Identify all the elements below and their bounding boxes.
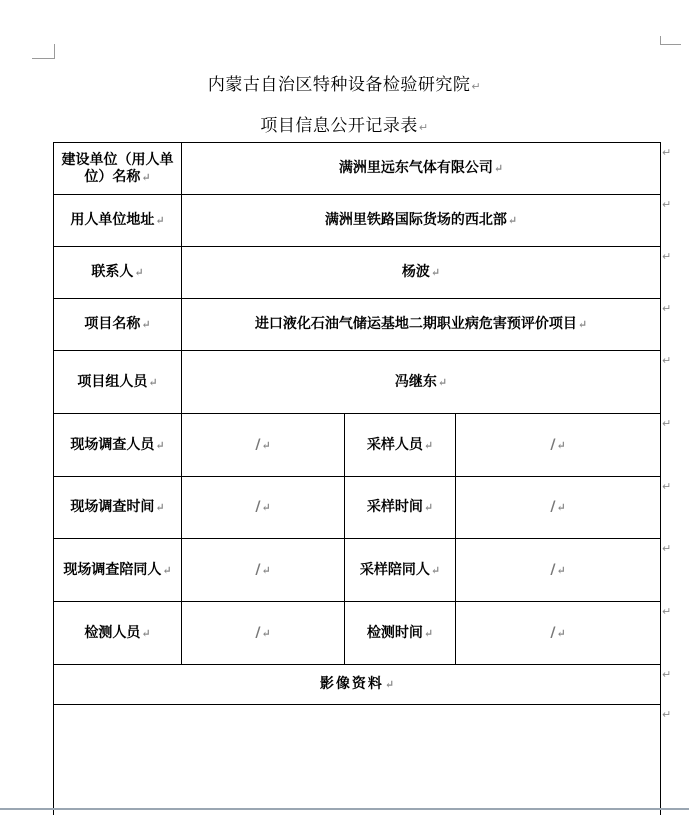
paragraph-mark-icon: ↵ — [141, 626, 151, 640]
table-row — [54, 247, 661, 299]
table-row — [54, 705, 661, 815]
paragraph-mark-icon: ↵ — [437, 375, 448, 389]
row-end-mark-icon: ↵ — [662, 146, 672, 159]
survey-escort-value-cell[interactable]: /↵ — [182, 539, 345, 602]
row-end-mark-icon: ↵ — [662, 250, 672, 263]
project-label-cell: 项目名称↵ — [54, 299, 182, 351]
paragraph-mark-icon: ↵ — [261, 626, 271, 640]
paragraph-mark-icon: ↵ — [430, 563, 441, 577]
paragraph-mark-icon: ↵ — [577, 318, 588, 331]
paragraph-mark-icon: ↵ — [471, 80, 482, 93]
survey-time-value-cell[interactable]: /↵ — [182, 477, 345, 539]
paragraph-mark-icon: ↵ — [556, 626, 566, 640]
paragraph-mark-icon: ↵ — [155, 438, 165, 452]
paragraph-mark-icon: ↵ — [430, 266, 441, 279]
row-end-mark-icon: ↵ — [662, 198, 672, 211]
row-end-mark-icon: ↵ — [662, 542, 672, 555]
table-row — [54, 299, 661, 351]
table-row — [54, 477, 661, 539]
contact-value-cell[interactable]: 杨波↵ — [182, 247, 661, 299]
paragraph-mark-icon: ↵ — [556, 501, 566, 514]
paragraph-mark-icon: ↵ — [423, 626, 434, 640]
sampling-staff-value-cell[interactable]: /↵ — [456, 414, 661, 477]
paragraph-mark-icon: ↵ — [155, 214, 165, 227]
address-value-cell[interactable]: 满洲里铁路国际货场的西北部↵ — [182, 195, 661, 247]
row-end-mark-icon: ↵ — [662, 480, 672, 493]
testing-staff-label-cell: 检测人员↵ — [54, 602, 182, 665]
paragraph-mark-icon: ↵ — [261, 438, 271, 452]
image-section-header: 影像资料↵ — [54, 665, 661, 705]
sampling-staff-label-cell: 采样人员↵ — [345, 414, 456, 477]
paragraph-mark-icon: ↵ — [148, 375, 158, 389]
row-end-mark-icon: ↵ — [662, 354, 672, 367]
row-end-mark-icon: ↵ — [662, 302, 672, 315]
paragraph-mark-icon: ↵ — [556, 438, 566, 452]
row-end-mark-icon: ↵ — [662, 417, 672, 430]
sampling-time-value-cell[interactable]: /↵ — [456, 477, 661, 539]
paragraph-mark-icon: ↵ — [507, 214, 518, 227]
paragraph-mark-icon: ↵ — [162, 563, 172, 577]
survey-staff-label-cell: 现场调查人员↵ — [54, 414, 182, 477]
crop-mark-top-right — [660, 36, 681, 45]
crop-mark-top-left — [32, 44, 55, 59]
paragraph-mark-icon: ↵ — [493, 162, 504, 175]
paragraph-mark-icon: ↵ — [423, 438, 434, 452]
paragraph-mark-icon: ↵ — [418, 121, 429, 134]
sampling-escort-label-cell: 采样陪同人↵ — [345, 539, 456, 602]
table-row — [54, 602, 661, 665]
paragraph-mark-icon: ↵ — [423, 501, 434, 514]
testing-time-label-cell: 检测时间↵ — [345, 602, 456, 665]
paragraph-mark-icon: ↵ — [134, 266, 144, 279]
image-content-area[interactable] — [54, 705, 661, 815]
sampling-escort-value-cell[interactable]: /↵ — [456, 539, 661, 602]
row-end-mark-icon: ↵ — [662, 668, 672, 681]
paragraph-mark-icon: ↵ — [141, 170, 151, 184]
sampling-time-label-cell: 采样时间↵ — [345, 477, 456, 539]
table-row — [54, 665, 661, 705]
paragraph-mark-icon: ↵ — [261, 563, 271, 577]
project-value-cell[interactable]: 进口液化石油气储运基地二期职业病危害预评价项目↵ — [182, 299, 661, 351]
table-row — [54, 351, 661, 414]
form-title: 项目信息公开记录表↵ — [260, 116, 429, 136]
table-row — [54, 539, 661, 602]
project-info-table — [53, 142, 661, 815]
unit-name-value-cell[interactable]: 满洲里远东气体有限公司↵ — [182, 143, 661, 195]
paragraph-mark-icon: ↵ — [384, 678, 395, 691]
testing-staff-value-cell[interactable]: /↵ — [182, 602, 345, 665]
table-row — [54, 414, 661, 477]
paragraph-mark-icon: ↵ — [261, 501, 271, 514]
table-row — [54, 195, 661, 247]
address-label-cell: 用人单位地址↵ — [54, 195, 182, 247]
team-value-cell[interactable]: 冯继东↵ — [182, 351, 661, 414]
paragraph-mark-icon: ↵ — [155, 501, 165, 514]
survey-escort-label-cell: 现场调查陪同人↵ — [54, 539, 182, 602]
row-end-mark-icon: ↵ — [662, 708, 672, 721]
testing-time-value-cell[interactable]: /↵ — [456, 602, 661, 665]
team-label-cell: 项目组人员↵ — [54, 351, 182, 414]
paragraph-mark-icon: ↵ — [141, 318, 151, 331]
paragraph-mark-icon: ↵ — [556, 563, 566, 577]
table-row — [54, 143, 661, 195]
survey-time-label-cell: 现场调查时间↵ — [54, 477, 182, 539]
row-end-mark-icon: ↵ — [662, 605, 672, 618]
contact-label-cell: 联系人↵ — [54, 247, 182, 299]
survey-staff-value-cell[interactable]: /↵ — [182, 414, 345, 477]
institute-title: 内蒙古自治区特种设备检验研究院↵ — [207, 75, 482, 95]
unit-name-label-cell: 建设单位（用人单位）名称↵ — [54, 143, 182, 195]
